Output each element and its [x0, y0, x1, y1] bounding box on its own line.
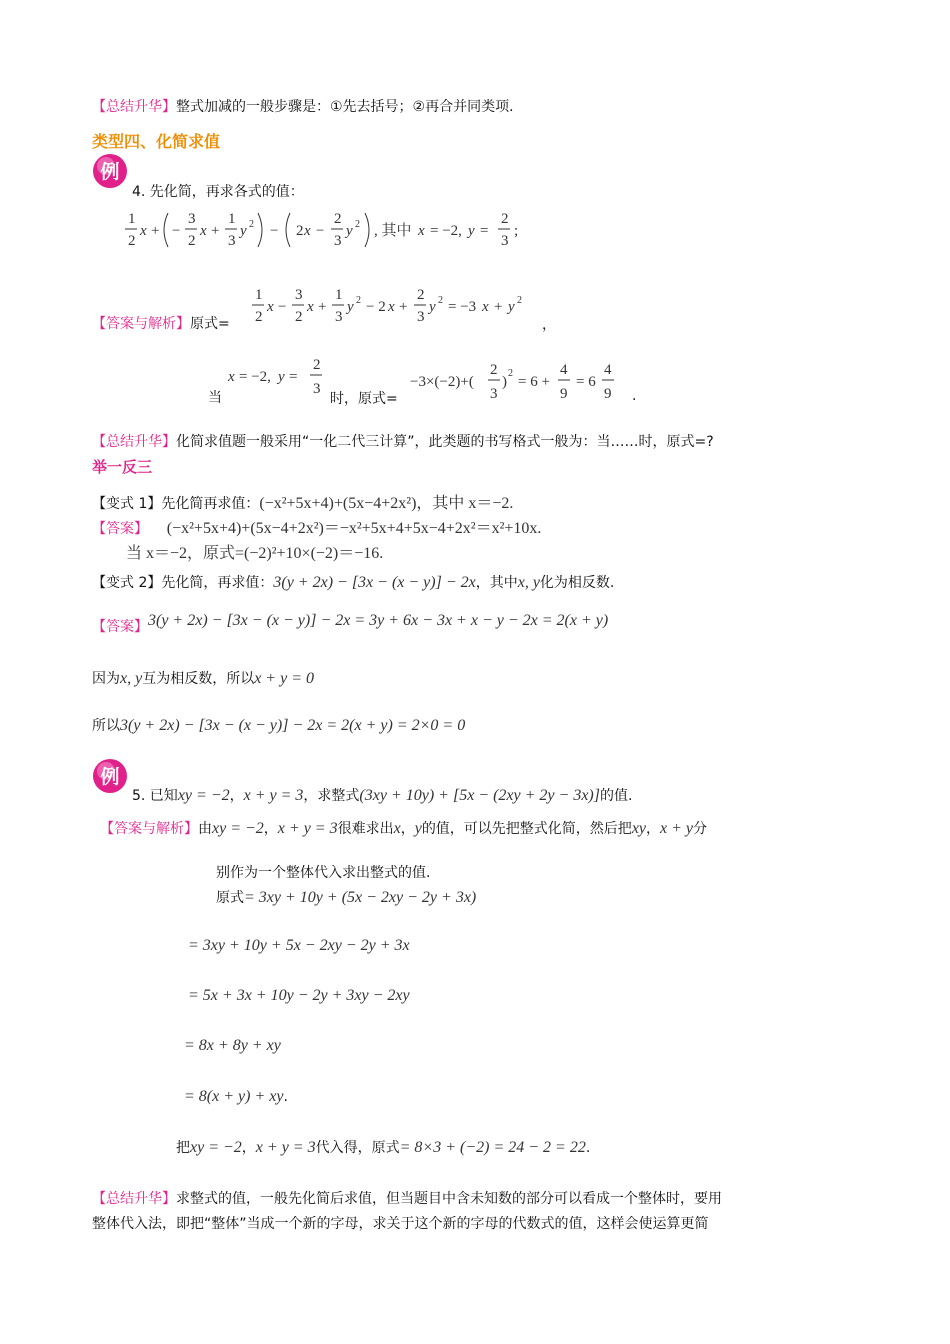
- var1-answer-line1: (−x²+5x+4)+(5x−4+2x²)＝−x²+5x+4+5x−4+2x²＝x²+10x.: [166, 520, 542, 537]
- ex4-when-expression: [226, 353, 336, 399]
- ex4-when-result: [408, 360, 638, 406]
- ex5-a-t3: 分: [693, 821, 708, 837]
- summary-1: [92, 96, 514, 116]
- section-title: 类型四、化简求值: [92, 132, 221, 151]
- var1-answer-line2: 当 x＝−2，原式=(−2)²+10×(−2)＝−16.: [126, 545, 384, 562]
- svg-text:y: y: [468, 223, 475, 239]
- ex5-answer-line2: 别作为一个整体代入求出整式的值.: [216, 865, 431, 881]
- svg-text:1: 1: [128, 211, 136, 227]
- juyi-title: 举一反三: [92, 458, 153, 476]
- ex5-sub-b: 代入得，原式: [315, 1140, 400, 1156]
- svg-text:y: y: [346, 223, 353, 239]
- ex5-sub-line: [176, 1137, 590, 1157]
- ex4-answer-comma: ，: [542, 317, 556, 333]
- svg-text:y: y: [508, 299, 515, 315]
- svg-text:−3×(−2)+(: −3×(−2)+(: [410, 374, 474, 390]
- svg-text:−: −: [278, 299, 287, 315]
- svg-text:2: 2: [356, 295, 361, 306]
- svg-text:3: 3: [490, 386, 498, 402]
- ex4-when-mid: 时，原式=: [330, 391, 398, 407]
- svg-text:x: x: [388, 299, 395, 315]
- ex5-mid: ，求整式: [303, 788, 360, 804]
- svg-text:x: x: [228, 369, 235, 385]
- svg-text:2: 2: [508, 368, 513, 379]
- ex4-period: .: [632, 388, 637, 404]
- ex4-expression: [122, 207, 542, 253]
- svg-text:3: 3: [501, 233, 509, 249]
- svg-text:x: x: [200, 223, 207, 239]
- ex5-a-y: y: [414, 820, 422, 837]
- example-badge-label: 例: [100, 161, 120, 183]
- svg-text:4: 4: [604, 362, 612, 378]
- var2-answer: [92, 612, 609, 636]
- ex5-step-5-line: [184, 1087, 288, 1106]
- ex5-c2: x + y = 3: [243, 787, 304, 804]
- var2-line2-b: 互为相反数，所以: [142, 671, 255, 687]
- ex5-sub-end: .: [585, 1140, 591, 1156]
- var1-label: 【变式 1】先化简再求值：: [92, 496, 260, 512]
- var2-answer-expr: 3(y + 2x) − [3x − (x − y)] − 2x = 3y + 6x − 3x + x − y − 2x = 2(x + y): [148, 612, 609, 629]
- svg-text:2: 2: [517, 295, 522, 306]
- ex4-answer-svg: [250, 283, 550, 329]
- answer-tag: 【答案】: [92, 521, 148, 537]
- ex5-orig-line: [216, 887, 476, 907]
- svg-text:2: 2: [255, 309, 263, 325]
- ex5-a-sep3: ，: [646, 821, 661, 837]
- ex5-a-by: 由: [198, 821, 212, 837]
- answer-tag: 【答案与解析】: [100, 821, 198, 837]
- ex5-a-xpy: x + y: [660, 820, 694, 837]
- ex5-step-1: = 3xy + 10y + (5x − 2xy − 2y + 3x): [244, 889, 477, 906]
- ex4-when-result-svg: [408, 360, 638, 406]
- ex4-prompt: 4. 先化简，再求各式的值：: [132, 184, 304, 200]
- ex4-answer-label: [92, 313, 230, 333]
- svg-text:2: 2: [501, 211, 509, 227]
- ex4-when-lead: 当: [208, 390, 222, 406]
- svg-text:2: 2: [296, 223, 304, 239]
- ex5-a-x: x: [393, 820, 401, 837]
- ex5-sub-expr: = 8×3 + (−2) = 24 − 2 = 22: [399, 1139, 586, 1156]
- ex5-end: 的值.: [599, 788, 633, 804]
- svg-text:4: 4: [560, 362, 568, 378]
- ex5-step-5-end: .: [283, 1089, 288, 1105]
- svg-text:2: 2: [295, 309, 303, 325]
- svg-text:3: 3: [188, 211, 196, 227]
- ex4-when-svg: [226, 353, 336, 403]
- svg-text:y: y: [347, 299, 354, 315]
- ex5-sub-c1: xy = −2: [190, 1139, 242, 1156]
- summary-3-line1: [92, 1188, 722, 1208]
- svg-text:=: =: [289, 369, 298, 385]
- ex5-orig: 原式: [216, 890, 244, 906]
- ex5-c1: xy = −2: [177, 787, 230, 804]
- var1-expr: (−x²+5x+4)+(5x−4+2x²)，其中 x＝−2.: [259, 495, 514, 512]
- svg-text:x: x: [304, 223, 311, 239]
- svg-text:y: y: [240, 223, 247, 239]
- summary-tag: 【总结升华】: [92, 99, 176, 115]
- summary-tag: 【总结升华】: [92, 1191, 176, 1207]
- svg-text:1: 1: [255, 287, 263, 303]
- ex5-a-xy: xy: [631, 820, 647, 837]
- answer-lead: 原式=: [190, 316, 230, 332]
- var2-line2-expr: x + y = 0: [254, 670, 314, 687]
- svg-text:3: 3: [417, 309, 425, 325]
- svg-text:x: x: [307, 299, 314, 315]
- svg-text:2: 2: [128, 233, 136, 249]
- ex5-step-3: = 5x + 3x + 10y − 2y + 3xy − 2xy: [188, 987, 410, 1004]
- ex5-answer-line1: [100, 818, 707, 838]
- svg-text:= −3: = −3: [448, 299, 477, 315]
- var2-tail-a: ，其中: [475, 575, 518, 591]
- ex5-a-c1: xy = −2: [212, 820, 264, 837]
- summary-text: 整式加减的一般步骤是：①先去括号；②再合并同类项.: [176, 99, 514, 115]
- svg-text:= 6 +: = 6 +: [518, 374, 550, 390]
- ex5-step-2: = 3xy + 10y + 5x − 2xy − 2y + 3x: [188, 937, 410, 954]
- var2-line3-expr: 3(y + 2x) − [3x − (x − y)] − 2x = 2(x + y) = 2×0 = 0: [120, 717, 466, 734]
- svg-text:2: 2: [313, 357, 321, 373]
- summary-tag: 【总结升华】: [92, 434, 176, 450]
- var1-answer: [92, 515, 541, 538]
- svg-text:9: 9: [604, 386, 612, 402]
- ex5-a-sep: ，: [263, 821, 278, 837]
- svg-text:+: +: [318, 299, 327, 315]
- var2-tail-vars: x, y: [517, 574, 540, 591]
- svg-text:9: 9: [560, 386, 568, 402]
- ex5-sub-sep: ，: [241, 1140, 256, 1156]
- summary-2: [92, 431, 714, 451]
- svg-text:x: x: [418, 223, 425, 239]
- svg-text:): ): [502, 374, 507, 390]
- ex5-a-sep2: ，: [400, 821, 415, 837]
- ex5-sub-c2: x + y = 3: [255, 1139, 316, 1156]
- svg-text:−: −: [270, 223, 279, 239]
- svg-text:+: +: [151, 223, 160, 239]
- svg-text:2: 2: [438, 295, 443, 306]
- ex5-step-4: = 8x + 8y + xy: [184, 1037, 281, 1054]
- svg-text:=: =: [480, 223, 489, 239]
- svg-text:2: 2: [355, 219, 360, 230]
- svg-text:1: 1: [335, 287, 343, 303]
- answer-tag: 【答案】: [92, 619, 148, 635]
- svg-text:;: ;: [514, 223, 519, 239]
- svg-text:x: x: [140, 223, 147, 239]
- answer-tag: 【答案与解析】: [92, 316, 190, 332]
- example-badge-icon: [92, 153, 128, 189]
- var2-label: 【变式 2】先化简，再求值：: [92, 575, 274, 591]
- svg-text:2: 2: [334, 211, 342, 227]
- ex5-num: 5. 已知: [132, 788, 178, 804]
- var2-line3-a: 所以: [92, 718, 120, 734]
- ex5-a-t2: 的值，可以先把整式化简，然后把: [421, 821, 632, 837]
- var2-expr: 3(y + 2x) − [3x − (x − y)] − 2x: [273, 574, 476, 591]
- ex5-sep1: ，: [229, 788, 244, 804]
- svg-text:y: y: [429, 299, 436, 315]
- var2-line: [92, 572, 614, 592]
- example-badge-icon: [92, 758, 128, 794]
- summary-3-line2: 整体代入法，即把“整体”当成一个新的字母，求关于这个新的字母的代数式的值，这样会使运算更简: [92, 1216, 709, 1232]
- var2-line2: [92, 668, 314, 688]
- var2-tail-b: 化为相反数.: [539, 575, 615, 591]
- ex4-expression-svg: [122, 207, 542, 253]
- svg-text:= 6: = 6: [576, 374, 596, 390]
- svg-text:2: 2: [188, 233, 196, 249]
- svg-text:3: 3: [313, 381, 321, 397]
- ex5-sub-a: 把: [176, 1140, 190, 1156]
- svg-text:−: −: [316, 223, 325, 239]
- ex5-a-c2: x + y = 3: [277, 820, 338, 837]
- ex5-step-5: = 8(x + y) + xy: [184, 1088, 284, 1105]
- svg-text:2: 2: [417, 287, 425, 303]
- var2-line2-vars: x, y: [120, 670, 143, 687]
- svg-text:= −2,: = −2,: [430, 223, 462, 239]
- var1-line: [92, 490, 513, 513]
- svg-text:2: 2: [490, 362, 498, 378]
- var2-line3: [92, 715, 465, 735]
- ex5-expr: (3xy + 10y) + [5x − (2xy + 2y − 3x)]: [359, 787, 600, 804]
- ex4-answer-expression: [250, 283, 550, 329]
- svg-text:3: 3: [334, 233, 342, 249]
- svg-text:y: y: [278, 369, 285, 385]
- svg-text:3: 3: [295, 287, 303, 303]
- svg-text:, 其中: , 其中: [374, 223, 412, 239]
- svg-text:2: 2: [249, 219, 254, 230]
- svg-text:− 2: − 2: [366, 299, 386, 315]
- svg-text:3: 3: [228, 233, 236, 249]
- summary-text: 化简求值题一般采用“一化二代三计算”，此类题的书写格式一般为：当……时，原式=?: [176, 434, 714, 450]
- ex5-a-t1: 很难求出: [337, 821, 394, 837]
- svg-text:x: x: [267, 299, 274, 315]
- summary-3-text1: 求整式的值，一般先化简后求值，但当题目中含未知数的部分可以看成一个整体时，要用: [176, 1191, 722, 1207]
- svg-text:= −2,: = −2,: [239, 369, 271, 385]
- svg-text:1: 1: [228, 211, 236, 227]
- example-badge-label: 例: [100, 766, 120, 788]
- var2-line2-a: 因为: [92, 671, 120, 687]
- svg-text:+: +: [494, 299, 503, 315]
- svg-text:x: x: [482, 299, 489, 315]
- svg-text:−: −: [172, 223, 181, 239]
- svg-text:+: +: [211, 223, 220, 239]
- ex5-line: [132, 785, 632, 805]
- svg-text:3: 3: [335, 309, 343, 325]
- svg-text:+: +: [399, 299, 408, 315]
